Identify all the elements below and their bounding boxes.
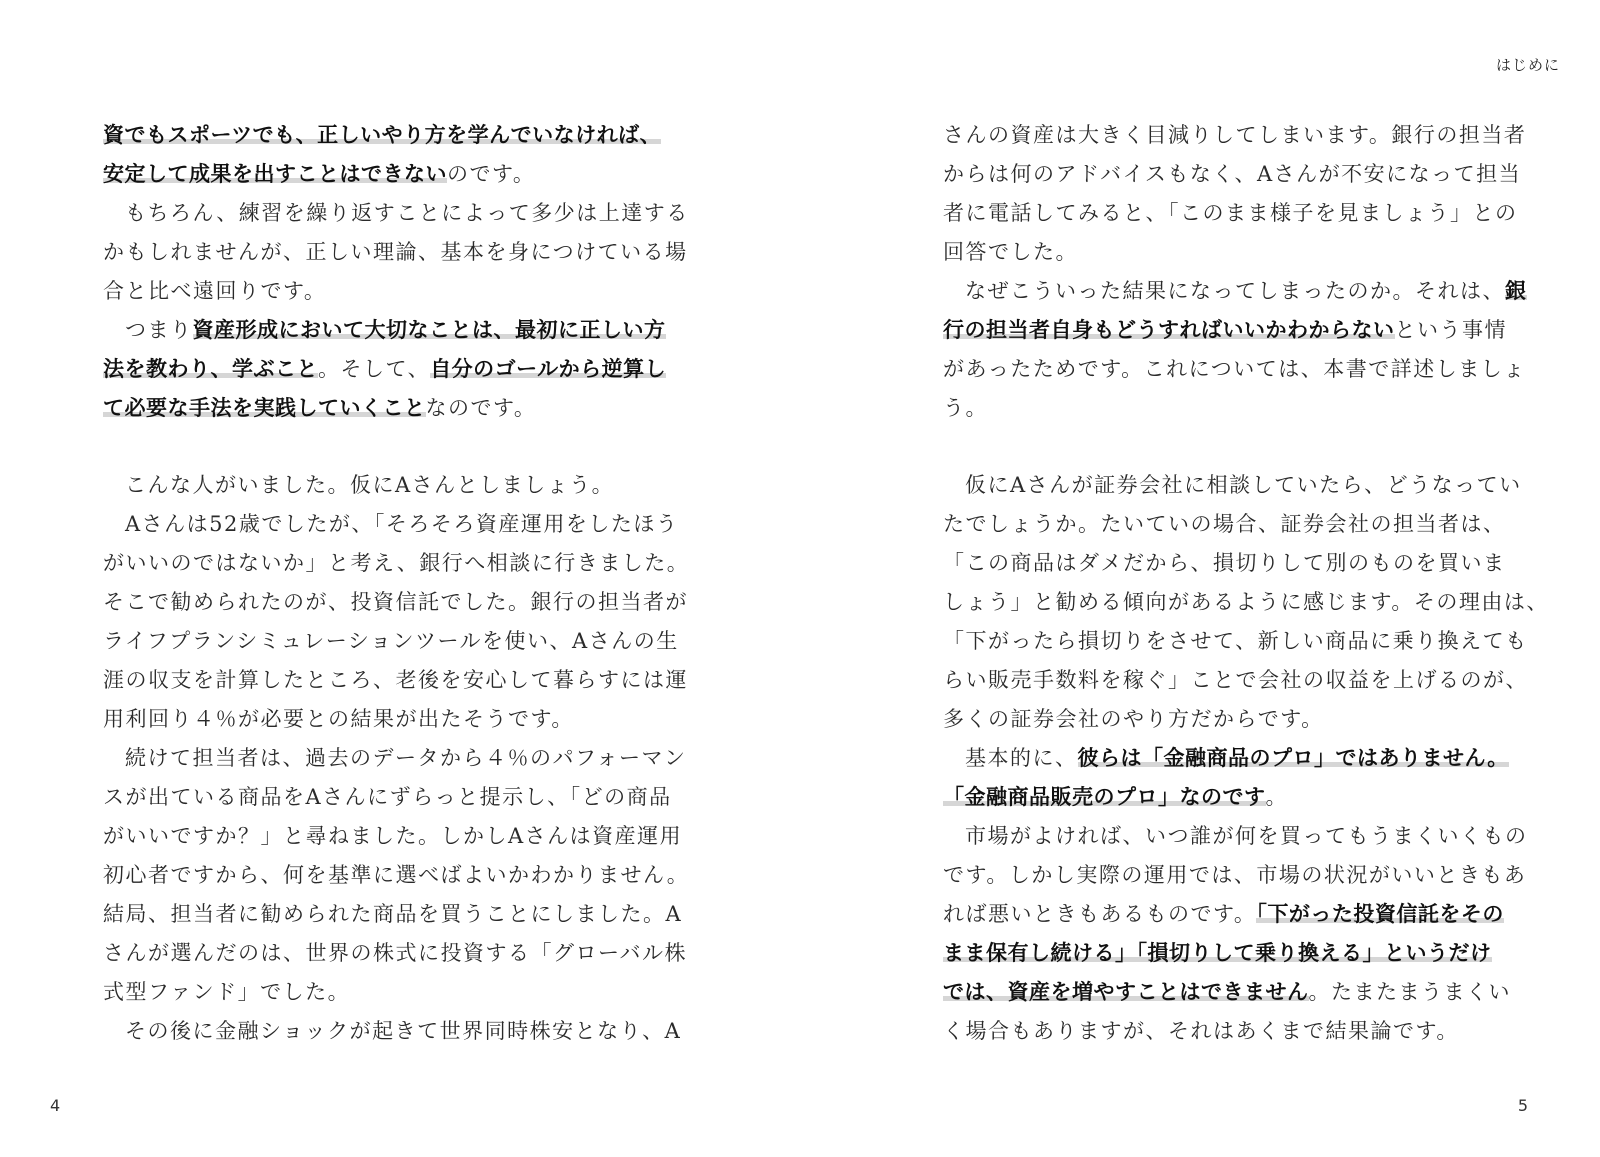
text-line [103,895,683,934]
body-text: さんが選んだのは、世界の株式に投資する「グローバル株 [103,941,687,965]
highlighted-text: では、資産を増やすことはできません [943,980,1309,1004]
body-text: です。しかし実際の運用では、市場の状況がいいときもあ [943,863,1527,887]
body-text: しょう」と勧める傾向があるように感じます。その理由は、 [943,590,1549,614]
text-line [943,544,1511,583]
right-page-body [943,116,1549,1051]
paragraph-break [943,428,1511,466]
body-text: があったためです。これについては、本書で詳述しましょ [943,357,1526,381]
text-line [103,700,671,739]
highlighted-text: 彼らは「金融商品のプロ」ではありません。 [1077,746,1509,770]
paragraph-break [103,428,671,466]
text-line [103,194,689,233]
highlighted-text: て必要な手法を実践していくこと [103,396,426,420]
body-text: Aさんは52歳でしたが、「そろそろ資産運用をしたほう [125,512,679,536]
body-text: つまり [125,318,193,342]
body-text: がいいのではないか」と考え、銀行へ相談に行きました。 [103,551,690,575]
body-text: もちろん、練習を繰り返すことによって多少は上達する [125,201,689,225]
text-line [103,817,683,856]
running-header: はじめに [1495,56,1560,74]
text-line [943,466,1522,505]
body-text: 仮にAさんが証券会社に相談していたら、どうなってい [965,473,1522,497]
body-text: 「この商品はダメだから、損切りして別のものを買いま [943,551,1506,575]
text-line [103,856,690,895]
text-line [103,155,671,194]
highlighted-text: 銀 [1505,279,1527,303]
text-line [943,583,1549,622]
text-line [103,622,679,661]
text-line [103,973,671,1012]
text-line [943,778,1511,817]
body-text: 多くの証券会社のやり方だからです。 [943,707,1324,731]
text-line [103,778,671,817]
body-text: 市場がよければ、いつ誰が何を買ってもうまくいくもの [965,824,1528,848]
body-text: 「下がったら損切りをさせて、新しい商品に乗り換えても [943,629,1528,653]
highlighted-text: 安定して成果を出すことはできない [103,162,447,186]
highlighted-text: 法を教わり、学ぶこと [103,357,318,381]
page-number-right: 5 [1517,1096,1528,1115]
body-text: 。たまたまうまくい [1308,980,1511,1004]
text-line [103,311,671,350]
body-text: こんな人がいました。仮にAさんとしましょう。 [125,473,615,497]
left-page-body [103,116,690,1051]
highlighted-text: 資産形成において大切なことは、最初に正しい方 [192,318,666,342]
body-text: 結局、担当者に勧められた商品を買うことにしました。A [103,902,683,926]
body-text: その後に金融ショックが起きて世界同時株安となり、A [125,1019,682,1043]
body-text: かもしれませんが、正しい理論、基本を身につけている場 [103,240,688,264]
body-text: らい販売手数料を稼ぐ」ことで会社の収益を上げるのが、 [943,668,1528,692]
body-text: からは何のアドバイスもなく、Aさんが不安になって担当 [943,162,1522,186]
text-line [943,739,1511,778]
text-line [103,116,671,155]
text-line [103,934,687,973]
body-text: そこで勧められたのが、投資信託でした。銀行の担当者が [103,590,688,614]
text-line [943,817,1528,856]
body-text: たでしょうか。たいていの場合、証券会社の担当者は、 [943,512,1506,536]
text-line [103,739,687,778]
text-line [103,661,688,700]
text-line [943,505,1511,544]
highlighted-text: 「下がった投資信託をその [1256,902,1504,926]
body-text: さんの資産は大きく目減りしてしまいます。銀行の担当者 [943,123,1527,147]
highlighted-text: 「金融商品販売のプロ」なのです [943,785,1266,809]
body-text: のです。 [447,162,536,186]
text-line [103,505,679,544]
body-text: 初心者ですから、何を基準に選べばよいかわかりません。 [103,863,690,887]
text-line [103,389,671,428]
body-text: なぜこういった結果になってしまったのか。それは、 [965,279,1505,303]
body-text: という事情 [1394,318,1507,342]
body-text: 。そして、 [318,357,431,381]
body-text: スが出ている商品をAさんにずらっと提示し、「どの商品 [103,785,672,809]
text-line [943,272,1527,311]
body-text: 合と比べ遠回りです。 [103,279,327,303]
body-text: 回答でした。 [943,240,1078,264]
text-line [943,311,1511,350]
body-text: 者に電話してみると、「このまま様子を見ましょう」との [943,201,1518,225]
highlighted-text: 行の担当者自身もどうすればいいかわからない [943,318,1395,342]
text-line [943,350,1526,389]
body-text: 続けて担当者は、過去のデータから４％のパフォーマン [125,746,687,770]
text-line [103,350,671,389]
text-line [943,233,1511,272]
body-text: 基本的に、 [965,746,1078,770]
text-line [103,583,688,622]
body-text: 用利回り４％が必要との結果が出たそうです。 [103,707,574,731]
highlighted-text: まま保有し続ける」「損切りして乗り換える」というだけ [943,941,1492,965]
body-text: く場合もありますが、それはあくまで結果論です。 [943,1019,1459,1043]
body-text: れば悪いときもあるものです。 [943,902,1257,926]
text-line [943,622,1528,661]
body-text: 涯の収支を計算したところ、老後を安心して暮らすには運 [103,668,688,692]
text-line [103,272,671,311]
body-text: なのです。 [425,396,537,420]
text-line [943,389,1511,428]
text-line [943,934,1511,973]
body-text: 。 [1265,785,1288,809]
text-line [943,116,1527,155]
text-line [943,661,1528,700]
text-line [103,544,690,583]
text-line [943,700,1511,739]
text-line [943,973,1511,1012]
text-line [103,233,688,272]
text-line [943,194,1518,233]
highlighted-text: 自分のゴールから逆算し [430,357,667,381]
body-text: がいいですか？」と尋ねました。しかしAさんは資産運用 [103,824,683,848]
page-number-left: 4 [50,1096,61,1115]
highlighted-text: 資でもスポーツでも、正しいやり方を学んでいなければ、 [103,123,662,147]
text-line [103,466,671,505]
text-line [103,1012,682,1051]
body-text: 式型ファンド」でした。 [103,980,351,1004]
right-page [800,0,1600,1157]
text-line [943,895,1511,934]
text-line [943,1012,1511,1051]
text-line [943,856,1527,895]
body-text: う。 [943,396,988,420]
body-text: ライフプランシミュレーションツールを使い、Aさんの生 [103,629,679,653]
text-line [943,155,1522,194]
